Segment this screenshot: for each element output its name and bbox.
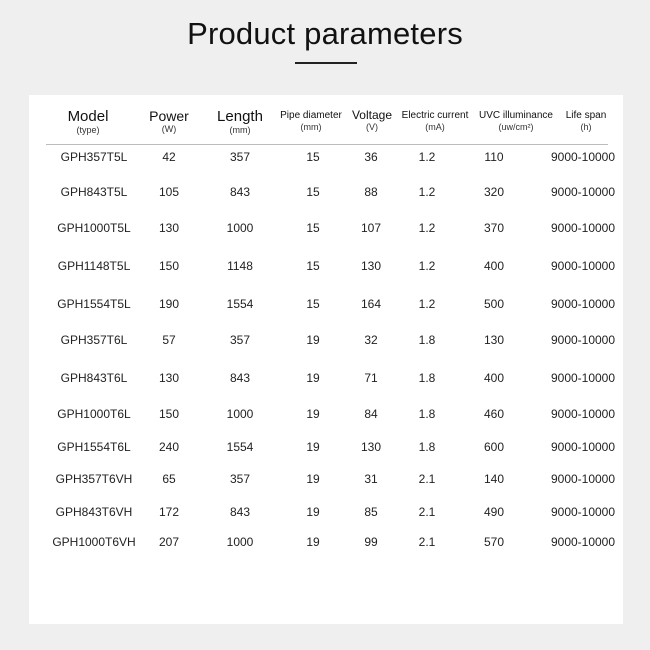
table-cell: 9000-10000 (550, 407, 616, 421)
header-label: Electric current (401, 110, 469, 121)
table-cell: 19 (306, 535, 320, 549)
table-cell: 164 (360, 297, 382, 311)
table-cell: 1.8 (418, 371, 436, 385)
header-uvc-illuminance (475, 111, 557, 132)
table-cell: 1554 (226, 297, 254, 311)
table-cell: 1554 (226, 440, 254, 454)
table-cell: 370 (483, 221, 505, 235)
table-cell: 130 (483, 333, 505, 347)
table-cell: 36 (364, 150, 378, 164)
table-cell: GPH843T5L (60, 185, 128, 199)
header-model (57, 109, 119, 135)
table-cell: 843 (229, 505, 251, 519)
table-cell: GPH843T6L (60, 371, 128, 385)
table-cell: GPH1554T5L (57, 297, 131, 311)
table-cell: 500 (483, 297, 505, 311)
table-cell: 9000-10000 (550, 259, 616, 273)
table-cell: GPH1000T6L (57, 407, 131, 421)
table-cell: 570 (483, 535, 505, 549)
table-cell: 15 (306, 259, 320, 273)
table-cell: 357 (229, 150, 251, 164)
table-cell: GPH357T6L (60, 333, 128, 347)
table-cell: 150 (158, 407, 180, 421)
table-cell: 2.1 (418, 535, 436, 549)
table-cell: 9000-10000 (550, 371, 616, 385)
table-cell: 9000-10000 (550, 440, 616, 454)
header-power (139, 109, 199, 134)
header-unit: (uw/cm²) (498, 122, 534, 132)
table-cell: 19 (306, 407, 320, 421)
table-cell: 130 (158, 221, 180, 235)
table-cell: 1000 (226, 535, 254, 549)
header-length (209, 109, 271, 135)
header-label: Model (67, 108, 109, 125)
header-unit: (mm) (300, 122, 322, 132)
table-cell: 9000-10000 (550, 221, 616, 235)
page-title: Product parameters (187, 16, 463, 51)
table-cell: 240 (158, 440, 180, 454)
table-cell: 207 (158, 535, 180, 549)
table-cell: 15 (306, 150, 320, 164)
table-cell: 15 (306, 221, 320, 235)
table-cell: 2.1 (418, 505, 436, 519)
table-cell: 2.1 (418, 472, 436, 486)
header-label: Voltage (351, 108, 393, 122)
table-cell: 1.8 (418, 333, 436, 347)
title-underline (295, 62, 357, 64)
table-cell: 9000-10000 (550, 297, 616, 311)
table-cell: 1.8 (418, 407, 436, 421)
table-cell: 9000-10000 (550, 472, 616, 486)
table-cell: 9000-10000 (550, 333, 616, 347)
header-unit: (h) (580, 122, 592, 132)
table-cell: 1.2 (418, 259, 436, 273)
table-cell: 15 (306, 185, 320, 199)
table-cell: GPH357T5L (60, 150, 128, 164)
table-cell: 88 (364, 185, 378, 199)
table-cell: GPH357T6VH (55, 472, 133, 486)
table-cell: 1.8 (418, 440, 436, 454)
header-unit: (mA) (425, 122, 445, 132)
table-cell: 1000 (226, 221, 254, 235)
table-cell: 42 (162, 150, 176, 164)
table-cell: GPH1000T6VH (52, 535, 136, 549)
table-cell: 150 (158, 259, 180, 273)
header-label: UVC illuminance (479, 110, 553, 121)
header-unit: (mm) (229, 125, 251, 135)
table-cell: 105 (158, 185, 180, 199)
table-cell: 32 (364, 333, 378, 347)
table-cell: 357 (229, 333, 251, 347)
table-cell: 1148 (227, 259, 253, 273)
header-label: Length (217, 108, 263, 125)
header-life-span (559, 111, 613, 132)
table-cell: 1.2 (418, 297, 436, 311)
table-cell: 19 (306, 440, 320, 454)
parameters-table (29, 95, 623, 624)
table-cell: 130 (360, 259, 382, 273)
table-cell: 190 (158, 297, 180, 311)
table-cell: 99 (364, 535, 378, 549)
table-cell: 172 (158, 505, 180, 519)
header-voltage (347, 109, 397, 132)
table-cell: GPH1148T5L (57, 259, 131, 273)
table-cell: 130 (360, 440, 382, 454)
table-cell: 31 (364, 472, 378, 486)
table-cell: 1.2 (418, 150, 436, 164)
header-label: Life span (565, 110, 607, 121)
table-cell: 600 (483, 440, 505, 454)
table-cell: 130 (158, 371, 180, 385)
table-cell: 140 (483, 472, 505, 486)
table-cell: 19 (306, 472, 320, 486)
table-cell: 490 (483, 505, 505, 519)
table-cell: GPH1000T5L (57, 221, 131, 235)
table-cell: 71 (364, 371, 378, 385)
table-cell: 110 (484, 150, 504, 164)
table-cell: 460 (483, 407, 505, 421)
table-cell: 9000-10000 (550, 505, 616, 519)
header-pipe-diameter (273, 111, 349, 132)
header-electric-current (397, 111, 473, 132)
table-cell: 1.2 (418, 185, 436, 199)
table-cell: GPH843T6VH (55, 505, 133, 519)
header-divider (46, 144, 608, 145)
table-cell: 84 (364, 407, 378, 421)
table-cell: 9000-10000 (550, 150, 616, 164)
header-label: Pipe diameter (280, 110, 342, 121)
header-unit: (type) (76, 125, 100, 135)
header-label: Power (149, 108, 189, 124)
table-cell: GPH1554T6L (57, 440, 131, 454)
table-cell: 400 (483, 371, 505, 385)
header-unit: (V) (366, 122, 378, 132)
table-cell: 19 (306, 333, 320, 347)
table-cell: 9000-10000 (550, 535, 616, 549)
table-cell: 1000 (226, 407, 254, 421)
table-cell: 843 (229, 371, 251, 385)
table-cell: 9000-10000 (550, 185, 616, 199)
table-cell: 357 (229, 472, 251, 486)
table-cell: 1.2 (418, 221, 436, 235)
table-cell: 15 (306, 297, 320, 311)
table-cell: 65 (162, 472, 176, 486)
table-cell: 400 (483, 259, 505, 273)
table-cell: 19 (306, 505, 320, 519)
header-unit: (W) (161, 124, 177, 134)
table-cell: 19 (306, 371, 320, 385)
table-cell: 843 (229, 185, 251, 199)
table-cell: 85 (364, 505, 378, 519)
table-cell: 57 (162, 333, 176, 347)
table-cell: 107 (360, 221, 382, 235)
table-cell: 320 (483, 185, 505, 199)
